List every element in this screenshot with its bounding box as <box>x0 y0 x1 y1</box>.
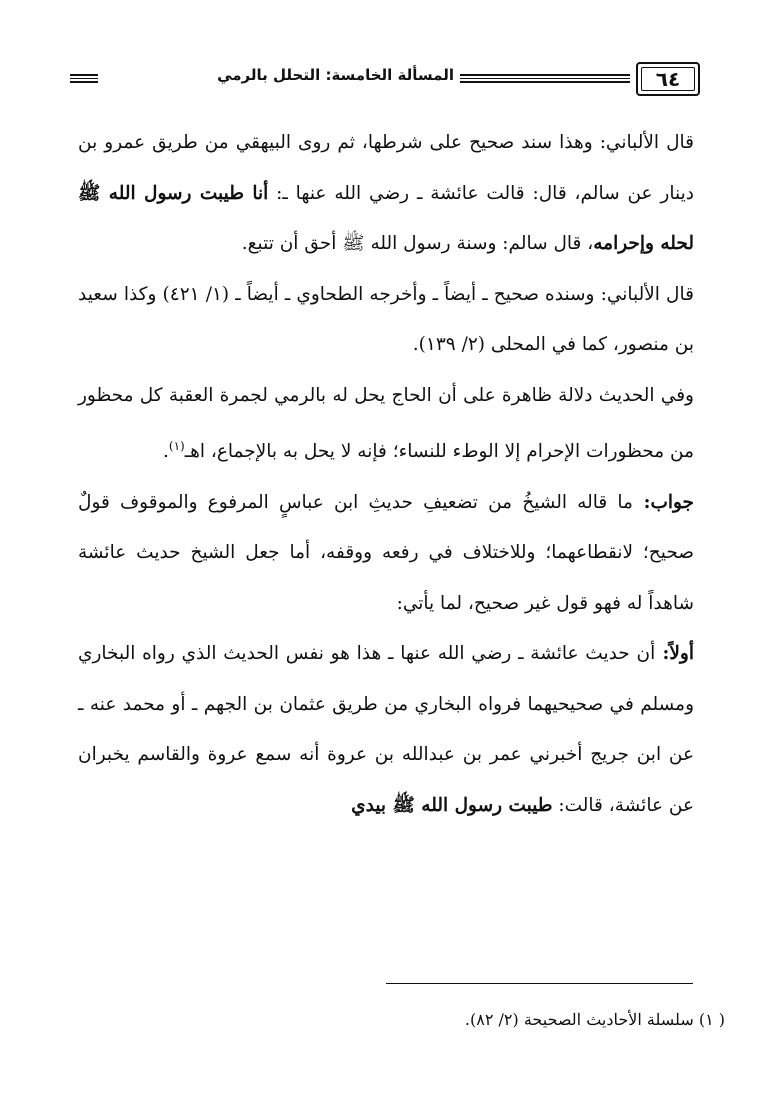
footnote: ( ١) سلسلة الأحاديث الصحيحة (٢/ ٨٢). <box>464 1010 725 1029</box>
page-header <box>70 58 700 102</box>
paragraph <box>78 478 694 630</box>
text-segment: قال الألباني: وهذا سند صحيح على شرطها، ثم روى البيهقي من طريق عمرو بن دينار عن سالم، قال: قالت عائشة ـ رضي الله عنها ـ: <box>78 132 694 204</box>
footnote-separator <box>386 983 693 984</box>
text-segment: ، قال سالم: وسنة رسول الله ﷺ أحق أن تتبع. <box>241 233 594 254</box>
header-rule-left <box>70 74 98 83</box>
text-segment: وفي الحديث دلالة ظاهرة على أن الحاج يحل له بالرمي لجمرة العقبة كل محظور من محظورات الإحرام إلا الوطء للنساء؛ فإنه لا يحل به بالإجماع، اهـ <box>78 384 694 463</box>
body-text <box>78 118 694 831</box>
text-segment: قال الألباني: وسنده صحيح ـ أيضاً ـ وأخرجه الطحاوي ـ أيضاً ـ (١/ ٤٢١) وكذا سعيد بن منصور، كما في المحلى (٢/ ١٣٩). <box>78 283 694 355</box>
text-segment: ما قاله الشيخُ من تضعيفِ حديثِ ابن عباسٍ المرفوع والموقوف قولٌ صحيح؛ لانقطاعهما؛ وللاختلاف في رفعه ووقفه، أما جعل الشيخ حديث عائشة شاهداً له فهو قول غير صحيح، لما يأتي: <box>78 491 694 614</box>
text-segment: أن حديث عائشة ـ رضي الله عنها ـ هذا هو نفس الحديث الذي رواه البخاري ومسلم في صحيحيهما فرواه البخاري من طريق عثمان بن الجهم ـ أو محمد عنه ـ عن ابن جريج أخبرني عمر بن عبدالله بن عروة أنه سمع عروة والقاسم يخبران عن عائشة، قالت: <box>78 643 694 816</box>
page-number: ٦٤ <box>636 62 700 96</box>
header-rule-right <box>460 74 630 83</box>
bold-text: أولاً: <box>655 643 694 665</box>
paragraph <box>78 629 694 831</box>
text-segment: . <box>163 441 169 463</box>
paragraph <box>78 371 694 478</box>
paragraph <box>78 118 694 270</box>
footnote-marker: (١) <box>168 439 185 453</box>
paragraph <box>78 270 694 371</box>
bold-text: جواب: <box>632 491 694 513</box>
bold-text: طيبت رسول الله ﷺ بيدي <box>351 794 553 816</box>
running-title: المسألة الخامسة: التحلل بالرمي <box>217 66 454 84</box>
bold-text: أنا طيبت رسول الله ﷺ لحله وإحرامه <box>78 182 694 254</box>
